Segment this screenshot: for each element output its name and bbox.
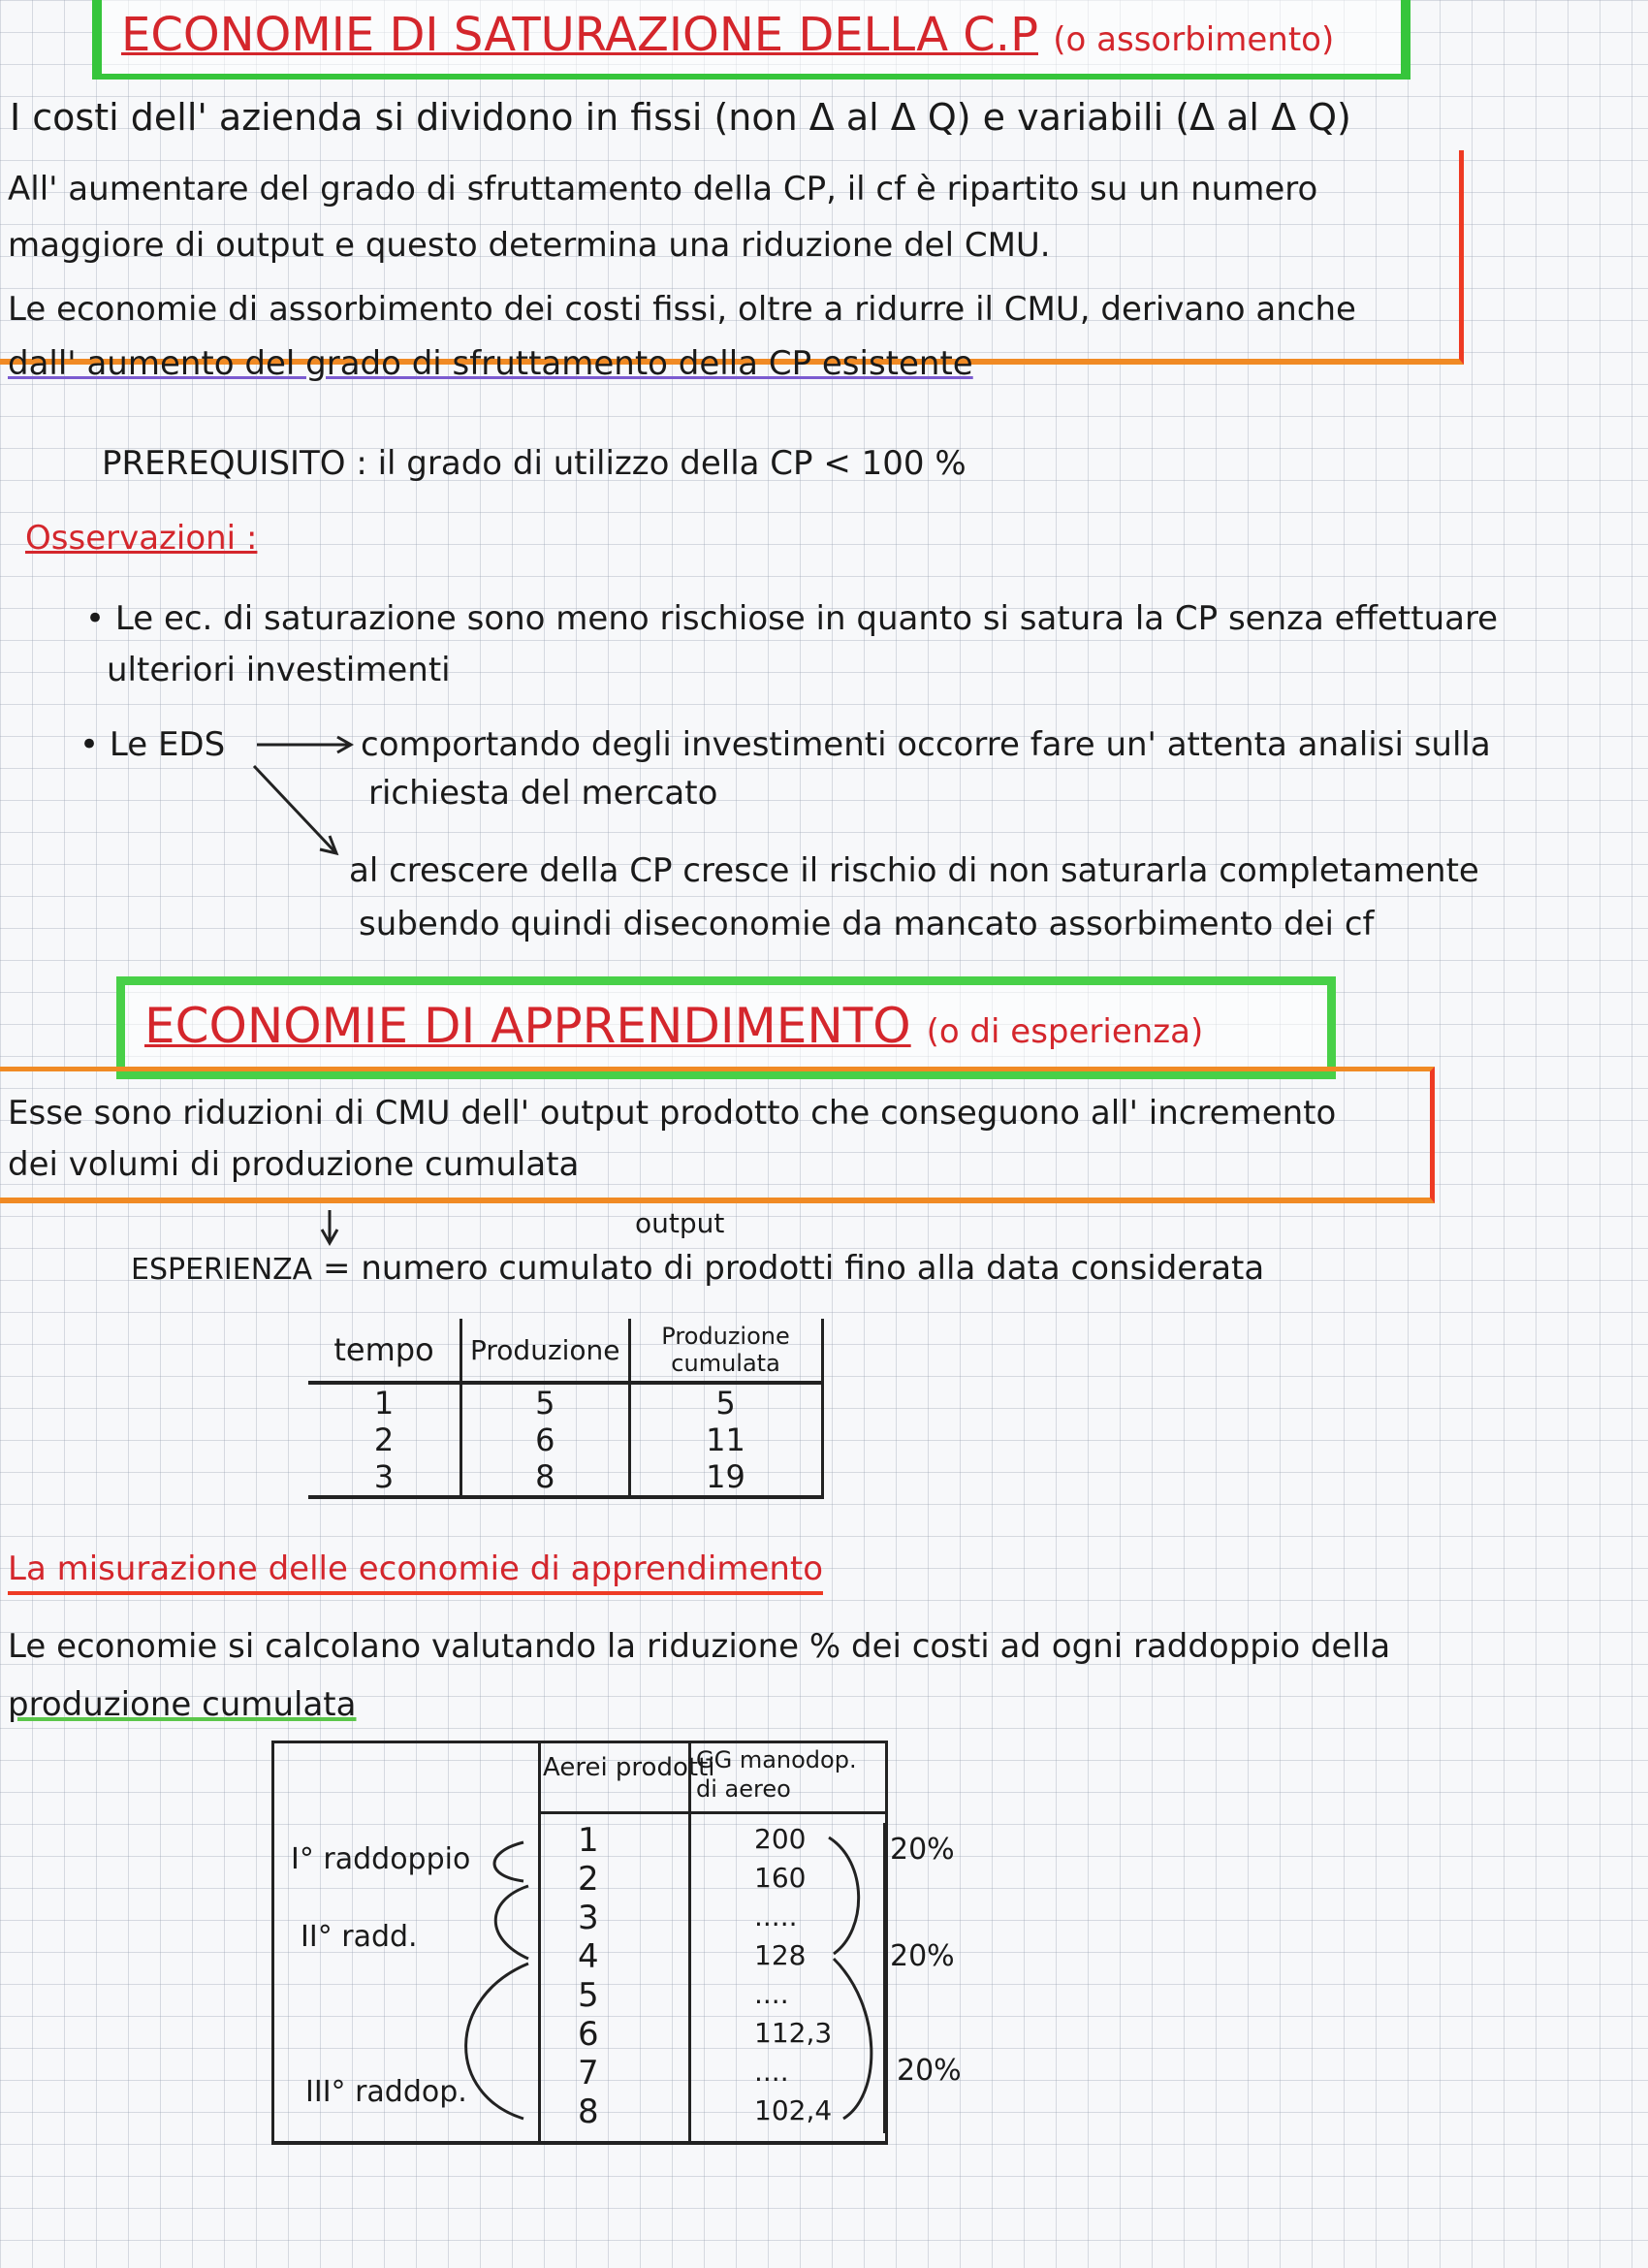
output-note: output bbox=[635, 1207, 725, 1239]
label-second-doubling: II° radd. bbox=[301, 1920, 418, 1954]
aerei-value: 5 bbox=[578, 1976, 599, 2015]
costs-line: I costi dell' azienda si dividono in fissi (non Δ al Δ Q) e variabili (Δ al Δ Q) bbox=[10, 96, 1351, 139]
cell: 5 bbox=[715, 1385, 736, 1421]
cell: 3 bbox=[308, 1458, 461, 1497]
learning-def-line-1: Esse sono riduzioni di CMU dell' output prodotto che conseguono all' incremento bbox=[8, 1094, 1337, 1133]
aerei-value: 1 bbox=[578, 1821, 599, 1860]
giorni-value: 160 bbox=[754, 1862, 807, 1894]
definition-line-2: maggiore di output e questo determina una riduzione del CMU. bbox=[8, 226, 1051, 265]
title-text: ECONOMIE DI SATURAZIONE DELLA C.P bbox=[121, 8, 1039, 62]
giorni-value: .... bbox=[754, 2056, 789, 2088]
measurement-line-1: Le economie si calcolano valutando la riduzione % dei costi ad ogni raddoppio della bbox=[8, 1627, 1391, 1666]
giorni-value: .... bbox=[754, 1978, 789, 2010]
learning-def-line-2: dei volumi di produzione cumulata bbox=[8, 1145, 580, 1184]
aerei-value: 6 bbox=[578, 2015, 599, 2054]
percent-3: 20% bbox=[897, 2054, 962, 2088]
giorni-value: 102,4 bbox=[754, 2094, 833, 2126]
aerei-value: 3 bbox=[578, 1899, 599, 1937]
cell: 6 bbox=[461, 1421, 630, 1458]
col-header-produzione-cumulata: Produzione cumulata bbox=[629, 1319, 822, 1383]
col-header-giorni: GG manodop. di aereo bbox=[696, 1746, 857, 1803]
title-text: ECONOMIE DI APPRENDIMENTO bbox=[144, 998, 911, 1054]
col-header-produzione: Produzione bbox=[461, 1319, 630, 1383]
experience-label: ESPERIENZA bbox=[131, 1253, 313, 1287]
observation-1-line-1: • Le ec. di saturazione sono meno rischiose in quanto si satura la CP senza effettuare bbox=[85, 599, 1499, 638]
col-header-tempo: tempo bbox=[308, 1319, 461, 1383]
observation-2a-line-2: richiesta del mercato bbox=[368, 774, 718, 813]
definition-line-3: Le economie di assorbimento dei costi fissi, oltre a ridurre il CMU, derivano anche bbox=[8, 290, 1356, 329]
cell: 2 bbox=[308, 1421, 461, 1458]
percent-2: 20% bbox=[890, 1939, 955, 1973]
observation-2-label: • Le EDS bbox=[79, 725, 226, 764]
aerei-value: 7 bbox=[578, 2054, 599, 2092]
cell: 19 bbox=[706, 1458, 745, 1495]
label-third-doubling: III° raddop. bbox=[305, 2075, 467, 2109]
measurement-heading: La misurazione delle economie di apprendimento bbox=[8, 1547, 823, 1595]
aerei-value: 4 bbox=[578, 1937, 599, 1976]
title-note: (o di esperienza) bbox=[926, 1012, 1204, 1051]
measurement-line-2: produzione cumulata bbox=[8, 1685, 357, 1724]
observation-1-line-2: ulteriori investimenti bbox=[107, 651, 451, 689]
giorni-value: 112,3 bbox=[754, 2017, 833, 2049]
definition-line-1: All' aumentare del grado di sfruttamento della CP, il cf è ripartito su un numero bbox=[8, 170, 1318, 208]
obs1-text: Le ec. di saturazione sono meno rischiose in quanto si satura la CP senza effettuare bbox=[114, 599, 1499, 638]
cell: 5 bbox=[461, 1383, 630, 1421]
observation-2a-line-1: comportando degli investimenti occorre fare un' attenta analisi sulla bbox=[361, 725, 1491, 764]
observations-heading: Osservazioni : bbox=[25, 519, 258, 558]
definition-line-4: dall' aumento del grado di sfruttamento della CP esistente bbox=[8, 344, 973, 383]
giorni-value: 128 bbox=[754, 1939, 807, 1971]
eds-label: Le EDS bbox=[109, 725, 226, 764]
aerei-value: 8 bbox=[578, 2092, 599, 2131]
observation-2b-line-2: subendo quindi diseconomie da mancato assorbimento dei cf bbox=[359, 905, 1375, 943]
label-first-doubling: I° raddoppio bbox=[291, 1842, 471, 1876]
prerequisite: PREREQUISITO : il grado di utilizzo della CP < 100 % bbox=[102, 444, 967, 483]
giorni-value: ..... bbox=[754, 1901, 798, 1933]
cell: 8 bbox=[461, 1458, 630, 1497]
experience-text: = numero cumulato di prodotti fino alla data considerata bbox=[323, 1249, 1265, 1288]
title-note: (o assorbimento) bbox=[1053, 20, 1335, 59]
percent-1: 20% bbox=[890, 1833, 955, 1867]
cell: 11 bbox=[706, 1421, 745, 1458]
observation-2b-line-1: al crescere della CP cresce il rischio di non saturarla completamente bbox=[349, 851, 1479, 890]
cell: 1 bbox=[308, 1383, 461, 1421]
aerei-value: 2 bbox=[578, 1860, 599, 1899]
col-header-aerei: Aerei prodotti bbox=[543, 1753, 715, 1782]
giorni-value: 200 bbox=[754, 1823, 807, 1855]
